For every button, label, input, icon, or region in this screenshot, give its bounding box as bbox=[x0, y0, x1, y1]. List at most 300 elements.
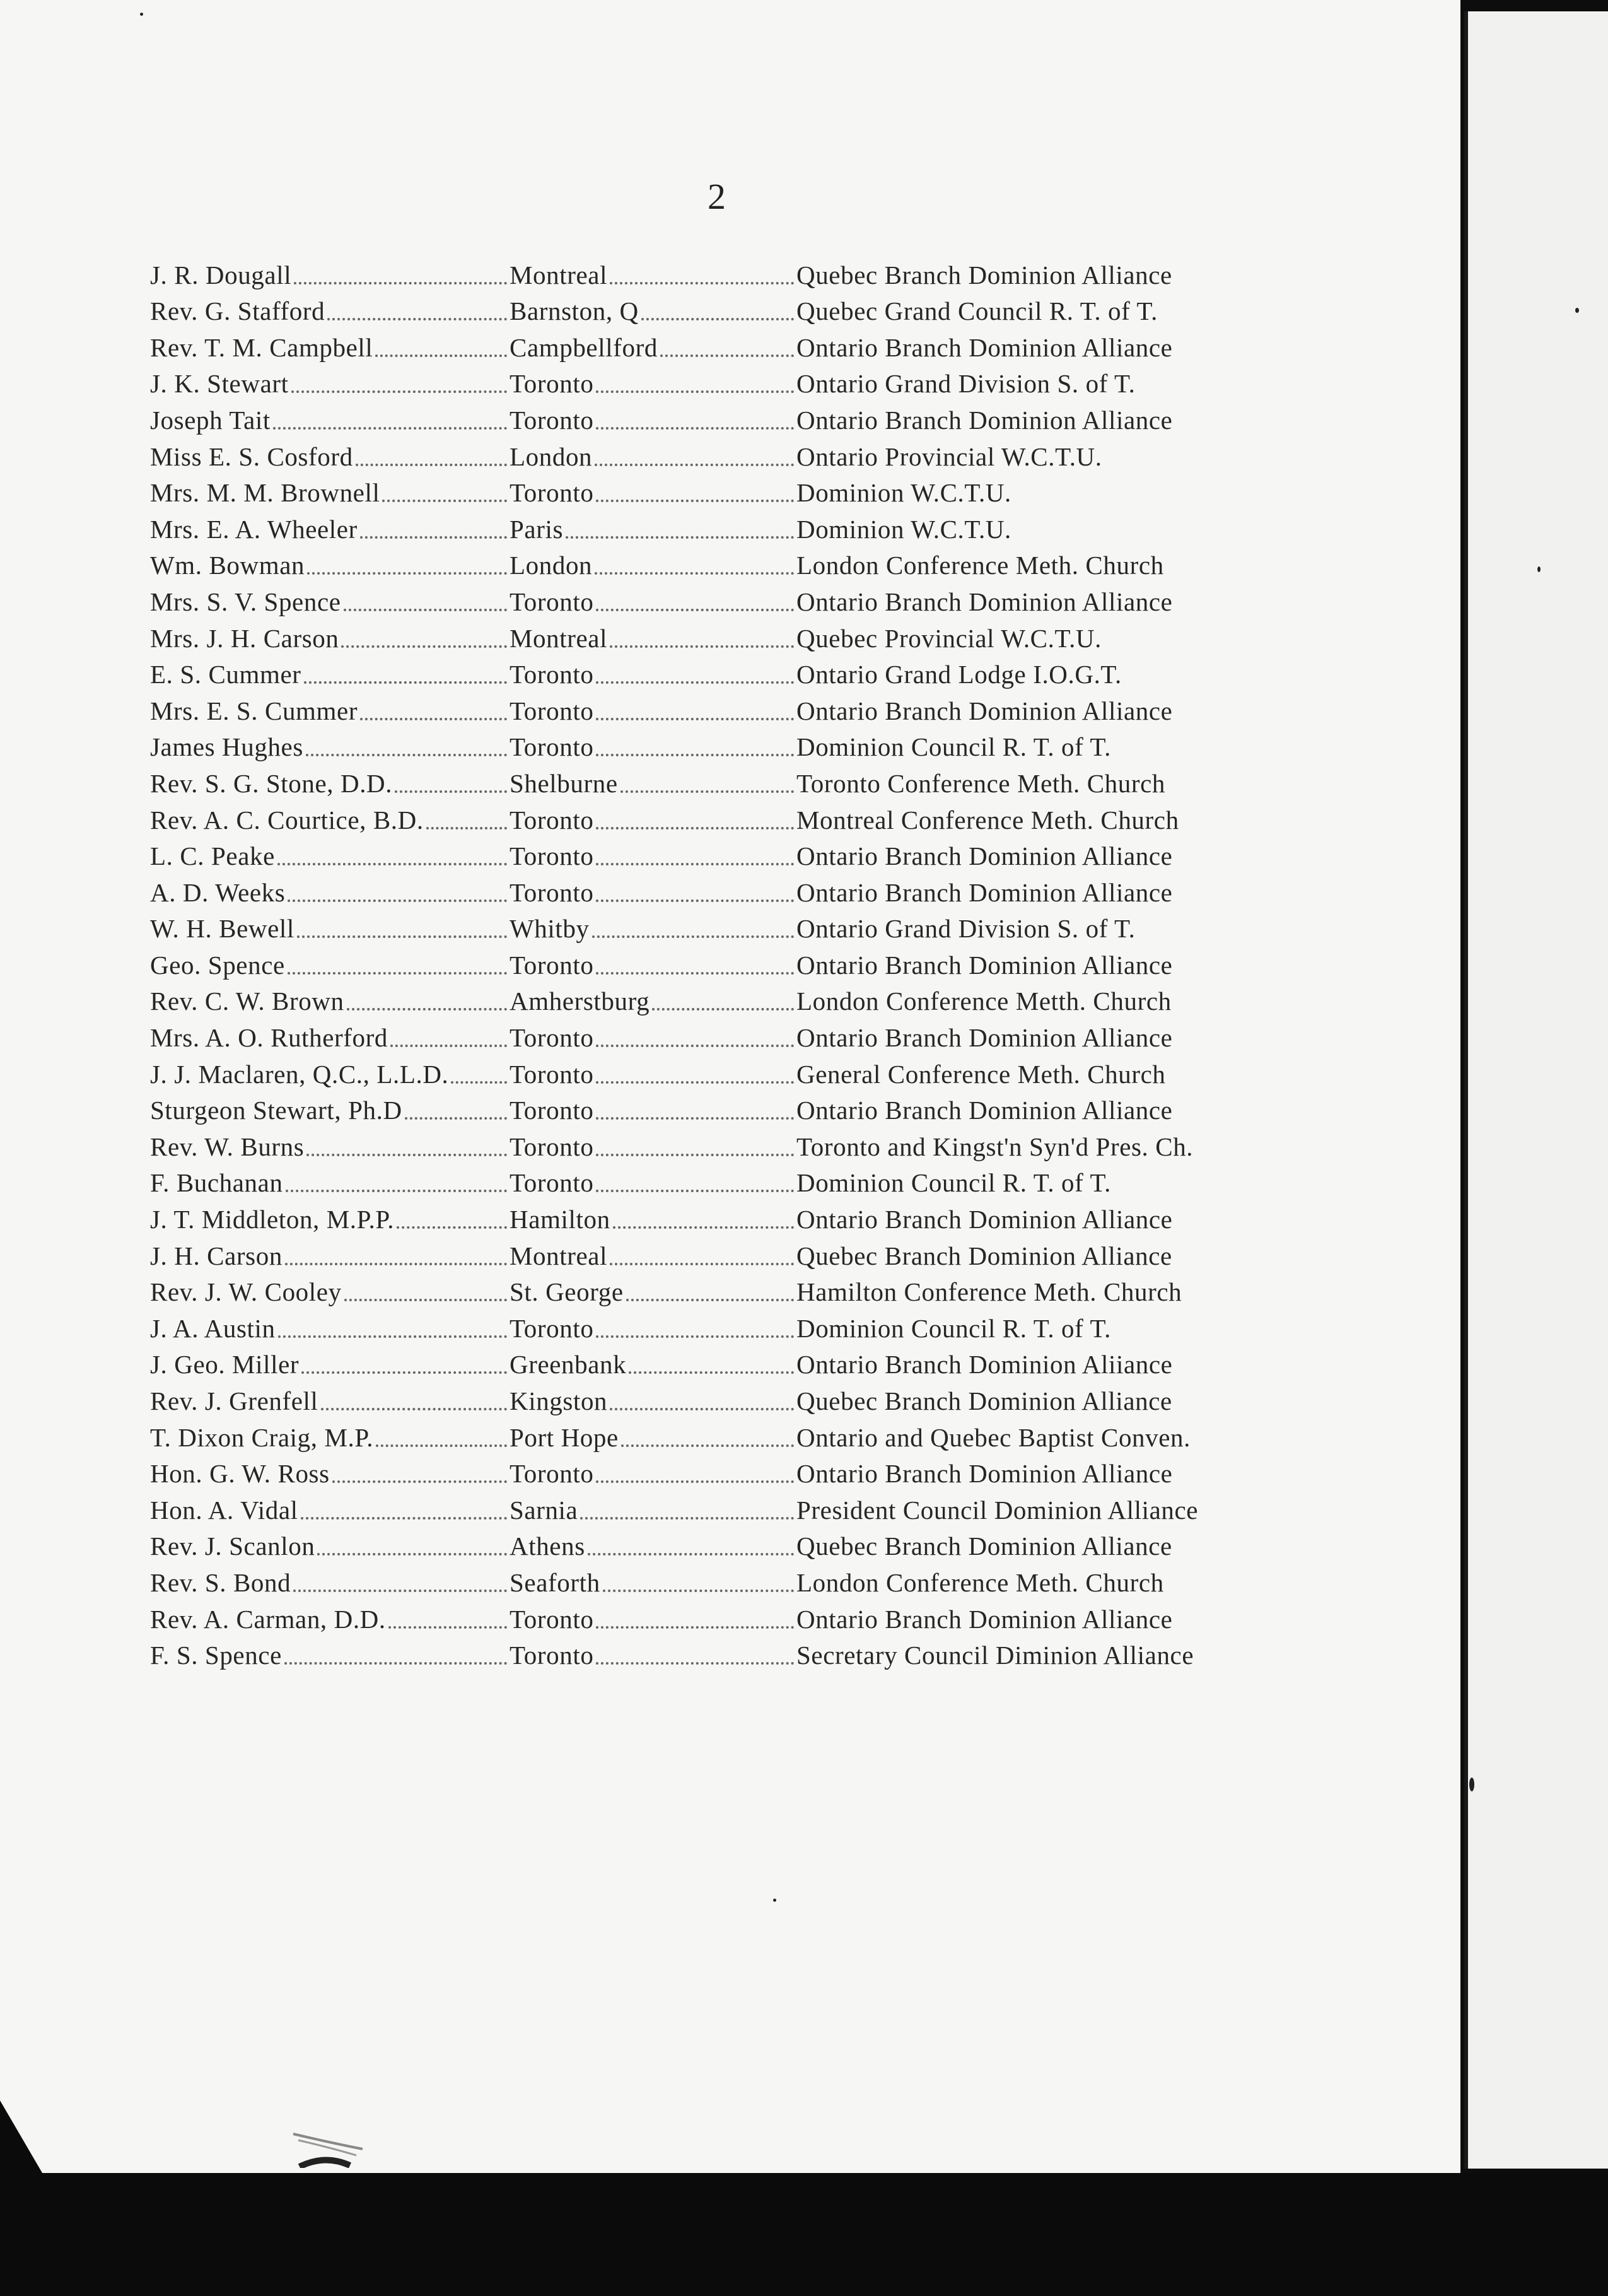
delegate-city: Greenbank bbox=[510, 1350, 627, 1379]
list-item bbox=[150, 1634, 1298, 1671]
dot-leader bbox=[306, 753, 507, 756]
delegate-city-cell bbox=[510, 732, 796, 762]
list-item bbox=[150, 1453, 1298, 1489]
delegate-city: Amherstburg bbox=[510, 987, 650, 1016]
delegate-city-cell bbox=[510, 1640, 796, 1670]
speck-mark bbox=[1537, 566, 1541, 572]
delegate-organization: Quebec Branch Dominion Alliance bbox=[796, 1241, 1172, 1270]
delegate-city: Campbellford bbox=[510, 332, 658, 362]
delegate-name: Rev. W. Burns bbox=[150, 1132, 305, 1161]
speck-mark bbox=[773, 1899, 776, 1902]
delegate-city: London bbox=[510, 551, 593, 580]
dot-leader bbox=[610, 281, 794, 284]
delegate-city-cell bbox=[510, 1022, 796, 1053]
delegate-name-cell bbox=[150, 1386, 510, 1416]
dot-leader bbox=[397, 1226, 507, 1229]
delegate-city: Toronto bbox=[510, 587, 594, 616]
speck-mark bbox=[140, 13, 143, 16]
delegate-name-cell bbox=[150, 1458, 510, 1489]
delegate-organization: London Conference Meth. Church bbox=[796, 1567, 1164, 1597]
delegate-city-cell bbox=[510, 1241, 796, 1271]
dot-leader bbox=[301, 1371, 507, 1374]
delegate-city: Toronto bbox=[510, 1313, 594, 1343]
delegate-organization: Ontario Provincial W.C.T.U. bbox=[796, 442, 1102, 471]
delegate-name: Rev. G. Stafford bbox=[150, 296, 325, 326]
dot-leader bbox=[629, 1371, 794, 1374]
delegate-city-cell bbox=[510, 1313, 796, 1344]
delegate-city-cell bbox=[510, 1495, 796, 1525]
dot-leader bbox=[347, 1007, 507, 1010]
delegate-name: Rev. S. Bond bbox=[150, 1567, 291, 1597]
delegate-organization: Quebec Branch Dominion Alliance bbox=[796, 1386, 1172, 1415]
delegate-name-cell bbox=[150, 1640, 510, 1670]
delegate-name: Joseph Tait bbox=[150, 405, 271, 435]
delegate-organization: Ontario Branch Dominion Alliance bbox=[796, 841, 1173, 871]
dot-leader bbox=[596, 426, 794, 430]
delegate-city: Hamilton bbox=[510, 1205, 610, 1234]
delegate-city: London bbox=[510, 442, 593, 471]
dot-leader bbox=[344, 1298, 507, 1301]
dot-leader bbox=[596, 1661, 794, 1665]
delegate-name-cell bbox=[150, 877, 510, 908]
delegate-name: Wm. Bowman bbox=[150, 551, 305, 580]
delegate-city-cell bbox=[510, 913, 796, 944]
dot-leader bbox=[278, 1335, 507, 1338]
delegate-name: Rev. A. C. Courtice, B.D. bbox=[150, 805, 424, 835]
delegate-organization: Dominion W.C.T.U. bbox=[796, 478, 1011, 508]
delegate-name: J. R. Dougall bbox=[150, 260, 292, 290]
delegate-name: Rev. T. M. Campbell bbox=[150, 332, 373, 362]
list-item bbox=[150, 1198, 1298, 1234]
delegate-organization: Ontario Grand Division S. of T. bbox=[796, 369, 1136, 399]
list-item bbox=[150, 835, 1298, 872]
delegate-city: Toronto bbox=[510, 1168, 594, 1198]
dot-leader bbox=[596, 390, 794, 393]
dot-leader bbox=[620, 790, 794, 793]
delegate-organization: Hamilton Conference Meth. Church bbox=[796, 1277, 1182, 1307]
delegate-organization: London Conference Metth. Church bbox=[796, 987, 1172, 1016]
delegate-organization: Ontario Grand Lodge I.O.G.T. bbox=[796, 660, 1122, 689]
delegate-name-cell bbox=[150, 1495, 510, 1525]
delegate-name-cell bbox=[150, 1277, 510, 1307]
list-item bbox=[150, 363, 1298, 399]
list-item bbox=[150, 617, 1298, 653]
delegate-name: L. C. Peake bbox=[150, 841, 275, 871]
delegate-city-cell bbox=[510, 368, 796, 399]
delegate-name: Rev. A. Carman, D.D. bbox=[150, 1604, 386, 1634]
list-item bbox=[150, 254, 1298, 290]
delegate-organization: Ontario Branch Dominion Alliance bbox=[796, 877, 1173, 907]
delegate-organization: Ontario Branch Dominion Alliance bbox=[796, 1023, 1173, 1053]
delegate-name-cell bbox=[150, 732, 510, 762]
delegate-city: Toronto bbox=[510, 1459, 594, 1489]
list-item bbox=[150, 435, 1298, 472]
delegate-organization: Ontario Branch Dominion Alliance bbox=[796, 1096, 1173, 1125]
delegate-city-cell bbox=[510, 1422, 796, 1453]
delegate-city: Toronto bbox=[510, 805, 594, 835]
delegate-city: Toronto bbox=[510, 696, 594, 725]
dot-leader bbox=[566, 536, 794, 539]
list-item bbox=[150, 1162, 1298, 1198]
dot-leader bbox=[610, 1262, 794, 1265]
delegate-city: Toronto bbox=[510, 405, 594, 435]
list-item bbox=[150, 799, 1298, 835]
dot-leader bbox=[595, 571, 794, 575]
delegate-city-cell bbox=[510, 1386, 796, 1416]
delegate-name: Rev. J. W. Cooley bbox=[150, 1277, 342, 1307]
dot-leader bbox=[652, 1007, 794, 1010]
dot-leader bbox=[596, 499, 794, 502]
dot-leader bbox=[603, 1589, 794, 1592]
delegate-organization: Dominion W.C.T.U. bbox=[796, 514, 1011, 544]
delegate-city: Toronto bbox=[510, 369, 594, 399]
delegate-name-cell bbox=[150, 623, 510, 653]
delegate-name: J. H. Carson bbox=[150, 1241, 283, 1270]
delegate-city: Toronto bbox=[510, 877, 594, 907]
list-item bbox=[150, 580, 1298, 617]
delegate-city-cell bbox=[510, 1204, 796, 1234]
delegate-name: J. T. Middleton, M.P.P. bbox=[150, 1205, 395, 1234]
dot-leader bbox=[327, 317, 507, 320]
list-item bbox=[150, 1016, 1298, 1053]
delegate-name-cell bbox=[150, 296, 510, 326]
list-item bbox=[150, 472, 1298, 508]
dot-leader bbox=[382, 499, 507, 502]
dot-leader bbox=[451, 1081, 507, 1084]
list-item bbox=[150, 544, 1298, 581]
dot-leader bbox=[321, 1407, 507, 1410]
dot-leader bbox=[297, 935, 507, 938]
delegate-city: Montreal bbox=[510, 623, 608, 653]
list-item bbox=[150, 1234, 1298, 1271]
delegate-name-cell bbox=[150, 659, 510, 689]
page-number: 2 bbox=[708, 176, 726, 217]
dot-leader bbox=[596, 717, 794, 720]
delegate-city: Montreal bbox=[510, 260, 608, 290]
dot-leader bbox=[588, 1552, 794, 1555]
delegate-organization: Secretary Council Diminion Alliance bbox=[796, 1641, 1194, 1670]
delegate-city: Athens bbox=[510, 1532, 585, 1561]
delegate-city-cell bbox=[510, 623, 796, 653]
delegate-city-cell bbox=[510, 550, 796, 580]
delegate-name-cell bbox=[150, 913, 510, 944]
list-item bbox=[150, 1089, 1298, 1126]
dot-leader bbox=[277, 862, 507, 865]
delegate-name-cell bbox=[150, 332, 510, 363]
list-item bbox=[150, 980, 1298, 1017]
delegate-name-cell bbox=[150, 1349, 510, 1379]
delegate-city-cell bbox=[510, 332, 796, 363]
delegate-name: Mrs. S. V. Spence bbox=[150, 587, 341, 616]
dot-leader bbox=[596, 1044, 794, 1047]
dot-leader bbox=[596, 608, 794, 611]
delegate-city-cell bbox=[510, 442, 796, 472]
list-item bbox=[150, 1561, 1298, 1598]
delegate-organization: Quebec Grand Council R. T. of T. bbox=[796, 296, 1158, 326]
delegate-organization: Toronto and Kingst'n Syn'd Pres. Ch. bbox=[796, 1132, 1194, 1161]
delegate-name: Mrs. M. M. Brownell bbox=[150, 478, 380, 508]
delegate-city-cell bbox=[510, 877, 796, 908]
delegate-organization: Toronto Conference Meth. Church bbox=[796, 768, 1166, 798]
delegate-name: Miss E. S. Cosford bbox=[150, 442, 353, 471]
delegate-organization: Quebec Provincial W.C.T.U. bbox=[796, 623, 1102, 653]
delegate-city: Shelburne bbox=[510, 768, 618, 798]
delegate-name-cell bbox=[150, 1241, 510, 1271]
list-item bbox=[150, 290, 1298, 327]
dot-leader bbox=[395, 790, 507, 793]
list-item bbox=[150, 726, 1298, 763]
list-item bbox=[150, 871, 1298, 908]
list-item bbox=[150, 1598, 1298, 1634]
list-item bbox=[150, 653, 1298, 690]
delegate-name-cell bbox=[150, 1022, 510, 1053]
delegate-city-cell bbox=[510, 1095, 796, 1125]
delegate-organization: Quebec Branch Dominion Alliance bbox=[796, 260, 1172, 290]
delegate-name-cell bbox=[150, 550, 510, 580]
dot-leader bbox=[596, 899, 794, 902]
delegate-city-cell bbox=[510, 805, 796, 835]
list-item bbox=[150, 508, 1298, 544]
delegate-city-cell bbox=[510, 260, 796, 290]
dot-leader bbox=[376, 1444, 507, 1447]
dot-leader bbox=[306, 1153, 507, 1156]
list-item bbox=[150, 1307, 1298, 1344]
dot-leader bbox=[596, 826, 794, 829]
dot-leader bbox=[341, 645, 507, 648]
dot-leader bbox=[596, 753, 794, 756]
dot-leader bbox=[613, 1226, 794, 1229]
dot-leader bbox=[285, 1262, 507, 1265]
dot-leader bbox=[375, 354, 507, 357]
delegate-name: Hon. G. W. Ross bbox=[150, 1459, 330, 1489]
dot-leader bbox=[360, 717, 507, 720]
scan-shadow bbox=[0, 2173, 1608, 2296]
delegate-name-cell bbox=[150, 1604, 510, 1634]
delegate-name-cell bbox=[150, 260, 510, 290]
delegate-name-cell bbox=[150, 1095, 510, 1125]
delegate-name-cell bbox=[150, 514, 510, 544]
dot-leader bbox=[596, 971, 794, 975]
dot-leader bbox=[273, 426, 507, 430]
dot-leader bbox=[390, 1044, 507, 1047]
dot-leader bbox=[356, 463, 507, 466]
delegate-city-cell bbox=[510, 696, 796, 726]
delegate-city: St. George bbox=[510, 1277, 624, 1307]
delegate-city-cell bbox=[510, 1458, 796, 1489]
delegate-city-cell bbox=[510, 1567, 796, 1598]
delegate-city-cell bbox=[510, 950, 796, 980]
delegate-name-cell bbox=[150, 841, 510, 871]
dot-leader bbox=[626, 1298, 794, 1301]
dot-leader bbox=[332, 1480, 507, 1483]
delegate-organization: Ontario Branch Dominion Aliiance bbox=[796, 1350, 1173, 1379]
list-item bbox=[150, 762, 1298, 799]
delegate-city: Paris bbox=[510, 514, 563, 544]
page-fold bbox=[0, 2100, 44, 2176]
dot-leader bbox=[288, 971, 507, 975]
dot-leader bbox=[621, 1444, 794, 1447]
delegate-city-cell bbox=[510, 1349, 796, 1379]
delegate-city-cell bbox=[510, 1604, 796, 1634]
delegate-name-cell bbox=[150, 477, 510, 508]
delegate-organization: Ontario Branch Dominion Alliance bbox=[796, 587, 1173, 616]
delegate-name-cell bbox=[150, 405, 510, 435]
list-item bbox=[150, 1489, 1298, 1525]
delegate-name: A. D. Weeks bbox=[150, 877, 286, 907]
dot-leader bbox=[580, 1516, 794, 1520]
delegate-organization: Dominion Council R. T. of T. bbox=[796, 1168, 1111, 1198]
delegate-name: Mrs. E. S. Cummer bbox=[150, 696, 358, 725]
dot-leader bbox=[426, 826, 507, 829]
delegate-city-cell bbox=[510, 405, 796, 435]
delegate-organization: Ontario Branch Dominion Alliance bbox=[796, 950, 1173, 980]
dot-leader bbox=[596, 1625, 794, 1629]
delegate-name: J. Geo. Miller bbox=[150, 1350, 300, 1379]
delegate-city-cell bbox=[510, 514, 796, 544]
delegate-organization: Ontario Grand Division S. of T. bbox=[796, 914, 1136, 944]
delegate-name-cell bbox=[150, 805, 510, 835]
dot-leader bbox=[610, 1407, 794, 1410]
delegate-city: Montreal bbox=[510, 1241, 608, 1270]
next-page-edge bbox=[1464, 11, 1608, 2169]
delegate-city-cell bbox=[510, 768, 796, 799]
dot-leader bbox=[592, 935, 794, 938]
list-item bbox=[150, 1379, 1298, 1416]
dot-leader bbox=[610, 645, 794, 648]
delegate-name: Rev. S. G. Stone, D.D. bbox=[150, 768, 393, 798]
dot-leader bbox=[641, 317, 794, 320]
delegate-organization: Quebec Branch Dominion Alliance bbox=[796, 1532, 1172, 1561]
delegate-city: Toronto bbox=[510, 950, 594, 980]
delegate-city: Whitby bbox=[510, 914, 590, 944]
delegate-city-cell bbox=[510, 587, 796, 617]
stain-mark bbox=[287, 2129, 382, 2168]
delegate-name-cell bbox=[150, 950, 510, 980]
list-item bbox=[150, 399, 1298, 435]
dot-leader bbox=[317, 1552, 507, 1555]
delegate-city: Seaforth bbox=[510, 1567, 600, 1597]
delegate-city: Toronto bbox=[510, 1604, 594, 1634]
list-item bbox=[150, 1525, 1298, 1562]
list-item bbox=[150, 908, 1298, 944]
delegate-name-cell bbox=[150, 442, 510, 472]
dot-leader bbox=[304, 681, 507, 684]
dot-leader bbox=[596, 1116, 794, 1120]
dot-leader bbox=[596, 1335, 794, 1338]
delegate-organization: President Council Dominion Alliance bbox=[796, 1495, 1199, 1525]
list-item bbox=[150, 1053, 1298, 1089]
delegate-name: Rev. J. Grenfell bbox=[150, 1386, 318, 1415]
delegate-name: F. S. Spence bbox=[150, 1641, 282, 1670]
list-item bbox=[150, 1125, 1298, 1162]
list-item bbox=[150, 1344, 1298, 1380]
delegate-city-cell bbox=[510, 477, 796, 508]
delegate-name-cell bbox=[150, 368, 510, 399]
delegate-name-cell bbox=[150, 1204, 510, 1234]
dot-leader bbox=[595, 463, 794, 466]
delegate-name-cell bbox=[150, 1422, 510, 1453]
delegate-city: Toronto bbox=[510, 1132, 594, 1161]
dot-leader bbox=[307, 571, 507, 575]
dot-leader bbox=[294, 281, 507, 284]
delegate-organization: Ontario Branch Dominion Alliance bbox=[796, 696, 1173, 725]
delegate-name: T. Dixon Craig, M.P. bbox=[150, 1422, 374, 1452]
speck-mark bbox=[1469, 1778, 1474, 1791]
delegate-name-cell bbox=[150, 1168, 510, 1198]
speck-mark bbox=[1575, 308, 1579, 313]
delegate-city: Toronto bbox=[510, 841, 594, 871]
delegate-name: E. S. Cummer bbox=[150, 660, 301, 689]
delegate-organization: Ontario Branch Dominion Alliance bbox=[796, 1205, 1173, 1234]
delegate-name: Mrs. A. O. Rutherford bbox=[150, 1023, 388, 1053]
delegate-name: Geo. Spence bbox=[150, 950, 285, 980]
list-item bbox=[150, 1271, 1298, 1308]
delegate-name: Hon. A. Vidal bbox=[150, 1495, 298, 1525]
dot-leader bbox=[360, 536, 507, 539]
dot-leader bbox=[288, 899, 507, 902]
dot-leader bbox=[596, 1081, 794, 1084]
delegate-organization: Ontario Branch Dominion Alliance bbox=[796, 405, 1173, 435]
delegate-city-cell bbox=[510, 1168, 796, 1198]
dot-leader bbox=[388, 1625, 507, 1629]
dot-leader bbox=[344, 608, 507, 611]
delegate-name: J. K. Stewart bbox=[150, 369, 289, 399]
delegate-city-cell bbox=[510, 659, 796, 689]
delegate-name: J. J. Maclaren, Q.C., L.L.D. bbox=[150, 1059, 449, 1089]
delegate-name: James Hughes bbox=[150, 732, 303, 762]
delegate-city: Sarnia bbox=[510, 1495, 578, 1525]
delegate-organization: Ontario Branch Dominion Alliance bbox=[796, 1604, 1173, 1634]
dot-leader bbox=[660, 354, 794, 357]
dot-leader bbox=[596, 1189, 794, 1192]
delegate-city-cell bbox=[510, 1132, 796, 1162]
delegate-name-cell bbox=[150, 1132, 510, 1162]
delegate-name-cell bbox=[150, 1313, 510, 1344]
delegate-name: W. H. Bewell bbox=[150, 914, 294, 944]
list-item bbox=[150, 944, 1298, 980]
delegate-organization: Dominion Council R. T. of T. bbox=[796, 1313, 1111, 1343]
dot-leader bbox=[301, 1516, 507, 1520]
delegate-city-cell bbox=[510, 841, 796, 871]
delegate-city: Toronto bbox=[510, 1096, 594, 1125]
delegate-list bbox=[150, 254, 1298, 1670]
delegate-organization: London Conference Meth. Church bbox=[796, 551, 1164, 580]
delegate-organization: Ontario and Quebec Baptist Conven. bbox=[796, 1422, 1191, 1452]
dot-leader bbox=[286, 1189, 507, 1192]
delegate-city-cell bbox=[510, 296, 796, 326]
delegate-city-cell bbox=[510, 986, 796, 1016]
dot-leader bbox=[293, 1589, 507, 1592]
delegate-name-cell bbox=[150, 1567, 510, 1598]
delegate-organization: General Conference Meth. Church bbox=[796, 1059, 1166, 1089]
delegate-city: Port Hope bbox=[510, 1422, 619, 1452]
delegate-name: Rev. C. W. Brown bbox=[150, 987, 344, 1016]
delegate-name-cell bbox=[150, 1059, 510, 1089]
list-item bbox=[150, 326, 1298, 363]
delegate-city: Toronto bbox=[510, 732, 594, 762]
delegate-city: Toronto bbox=[510, 478, 594, 508]
delegate-city: Toronto bbox=[510, 1059, 594, 1089]
delegate-name: Mrs. E. A. Wheeler bbox=[150, 514, 358, 544]
delegate-name-cell bbox=[150, 768, 510, 799]
delegate-name-cell bbox=[150, 986, 510, 1016]
delegate-name: Sturgeon Stewart, Ph.D bbox=[150, 1096, 402, 1125]
delegate-name-cell bbox=[150, 1531, 510, 1561]
delegate-city: Toronto bbox=[510, 660, 594, 689]
dot-leader bbox=[284, 1661, 507, 1665]
delegate-organization: Ontario Branch Dominion Alliance bbox=[796, 332, 1173, 362]
delegate-city: Barnston, Q bbox=[510, 296, 639, 326]
